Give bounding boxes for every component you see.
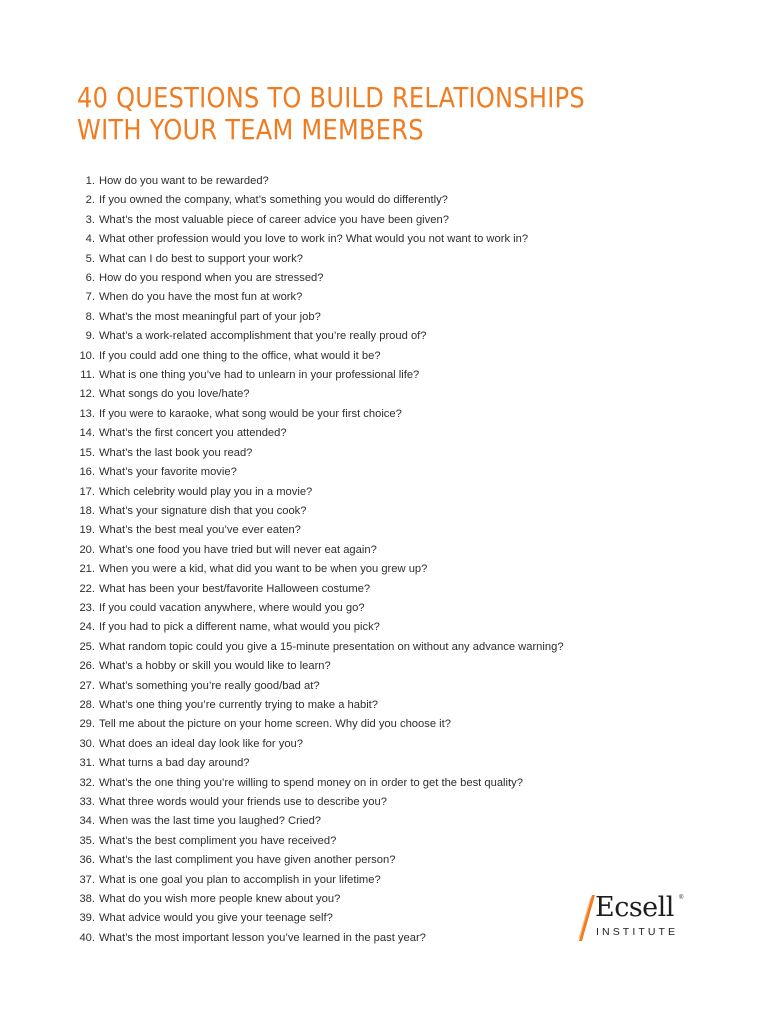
question-number: 31. xyxy=(79,757,95,770)
question-text: If you owned the company, what’s something you would do differently? xyxy=(99,194,448,207)
question-text: When was the last time you laughed? Cried? xyxy=(99,815,322,828)
question-item xyxy=(70,288,690,307)
question-text: If you could add one thing to the office, what would it be? xyxy=(99,349,381,362)
question-item xyxy=(70,851,690,870)
question-item xyxy=(70,230,690,249)
question-item xyxy=(70,871,690,890)
ecsell-institute-logo xyxy=(576,892,688,944)
question-text: What’s the one thing you’re willing to spend money on in order to get the best quality? xyxy=(99,776,523,789)
question-text: What songs do you love/hate? xyxy=(99,388,250,401)
question-text: What turns a bad day around? xyxy=(99,757,250,770)
question-item xyxy=(70,541,690,560)
question-number: 12. xyxy=(79,388,95,401)
question-text: What can I do best to support your work? xyxy=(99,252,303,265)
question-number: 30. xyxy=(79,737,95,750)
question-item xyxy=(70,327,690,346)
question-text: What’s the most meaningful part of your job? xyxy=(99,310,321,323)
question-item xyxy=(70,463,690,482)
question-item xyxy=(70,308,690,327)
question-text: What do you wish more people knew about you? xyxy=(99,893,341,906)
question-text: What three words would your friends use to describe you? xyxy=(99,796,387,808)
question-number: 10. xyxy=(79,349,95,362)
question-number: 16. xyxy=(79,466,95,479)
question-item xyxy=(70,502,690,521)
question-item xyxy=(70,521,690,540)
question-item xyxy=(70,754,690,773)
question-item xyxy=(70,715,690,734)
question-item xyxy=(70,832,690,851)
question-item xyxy=(70,657,690,676)
question-number: 18. xyxy=(79,504,95,517)
question-number: 35. xyxy=(79,834,95,847)
question-number: 20. xyxy=(79,543,95,556)
question-number: 39. xyxy=(79,912,95,925)
question-number: 9. xyxy=(85,330,95,343)
question-item xyxy=(70,638,690,657)
question-text: What is one thing you’ve had to unlearn in your professional life? xyxy=(99,369,420,382)
question-item xyxy=(70,696,690,715)
question-number: 19. xyxy=(79,524,95,537)
question-text: What does an ideal day look like for you? xyxy=(99,737,303,750)
question-text: What is one goal you plan to accomplish in your lifetime? xyxy=(99,873,381,886)
question-number: 7. xyxy=(85,291,95,304)
question-number: 23. xyxy=(79,601,95,614)
question-item xyxy=(70,793,690,812)
logo-wordmark: Ecsell xyxy=(595,892,674,923)
question-text: If you had to pick a different name, what would you pick? xyxy=(99,621,380,634)
question-text: What random topic could you give a 15-minute presentation on without any advance warning? xyxy=(99,640,564,653)
question-number: 2. xyxy=(85,194,95,207)
question-item xyxy=(70,560,690,579)
question-text: What’s the last book you read? xyxy=(99,446,253,459)
question-number: 27. xyxy=(79,679,95,692)
question-text: When do you have the most fun at work? xyxy=(99,291,303,304)
question-number: 32. xyxy=(79,776,95,789)
question-number: 25. xyxy=(79,640,95,653)
question-item xyxy=(70,385,690,404)
question-number: 17. xyxy=(79,485,95,498)
question-text: What’s a work-related accomplishment that you’re really proud of? xyxy=(99,330,427,343)
question-number: 24. xyxy=(79,621,95,634)
question-text: What has been your best/favorite Halloween costume? xyxy=(99,582,371,595)
question-item xyxy=(70,211,690,230)
question-item xyxy=(70,250,690,269)
question-number: 29. xyxy=(79,718,95,731)
question-number: 4. xyxy=(85,233,95,246)
question-number: 5. xyxy=(85,252,95,265)
question-item xyxy=(70,483,690,502)
question-number: 21. xyxy=(79,563,95,576)
question-item xyxy=(70,618,690,637)
question-text: What’s your signature dish that you cook? xyxy=(99,504,307,517)
question-text: What’s the best compliment you have received? xyxy=(99,834,337,847)
question-item xyxy=(70,347,690,366)
question-text: If you were to karaoke, what song would be your first choice? xyxy=(99,407,402,420)
question-text: What’s something you’re really good/bad at? xyxy=(99,679,320,692)
page-title-line-1: 40 QUESTIONS TO BUILD RELATIONSHIPS xyxy=(77,81,585,114)
page-title xyxy=(77,82,610,146)
question-number: 40. xyxy=(79,931,95,944)
question-number: 13. xyxy=(79,407,95,420)
question-text: What’s the most valuable piece of career advice you have been given? xyxy=(99,213,449,226)
question-item xyxy=(70,366,690,385)
question-number: 36. xyxy=(79,854,95,867)
question-number: 3. xyxy=(85,213,95,226)
question-text: What’s a hobby or skill you would like to learn? xyxy=(99,660,331,673)
question-text: How do you respond when you are stressed? xyxy=(99,272,324,285)
question-number: 26. xyxy=(79,660,95,673)
question-text: What’s the most important lesson you’ve learned in the past year? xyxy=(99,931,426,944)
question-text: Which celebrity would play you in a movie? xyxy=(99,485,313,498)
question-item xyxy=(70,599,690,618)
question-item xyxy=(70,405,690,424)
question-item xyxy=(70,735,690,754)
question-text: What advice would you give your teenage self? xyxy=(99,912,333,925)
question-text: If you could vacation anywhere, where would you go? xyxy=(99,601,365,614)
questions-list xyxy=(70,172,690,948)
question-number: 11. xyxy=(80,369,95,382)
question-text: Tell me about the picture on your home screen. Why did you choose it? xyxy=(99,718,451,731)
question-text: How do you want to be rewarded? xyxy=(99,175,269,187)
question-text: What’s the last compliment you have given another person? xyxy=(99,854,396,867)
page-title-line-2: WITH YOUR TEAM MEMBERS xyxy=(77,113,424,146)
question-item xyxy=(70,677,690,696)
question-number: 37. xyxy=(79,873,95,886)
question-number: 14. xyxy=(79,427,95,440)
question-item xyxy=(70,580,690,599)
question-number: 22. xyxy=(79,582,95,595)
question-text: What’s the first concert you attended? xyxy=(99,427,287,440)
question-text: What’s the best meal you’ve ever eaten? xyxy=(99,524,301,537)
logo-registered-mark: ® xyxy=(679,895,684,901)
question-item xyxy=(70,812,690,831)
logo-subtitle: INSTITUTE xyxy=(596,926,679,938)
question-number: 8. xyxy=(85,310,95,323)
question-number: 28. xyxy=(79,698,95,711)
question-number: 34. xyxy=(79,815,95,828)
question-text: What’s your favorite movie? xyxy=(99,466,237,479)
question-number: 38. xyxy=(79,893,95,906)
question-number: 6. xyxy=(85,272,95,285)
question-text: When you were a kid, what did you want to be when you grew up? xyxy=(99,563,428,576)
question-item xyxy=(70,269,690,288)
question-number: 15. xyxy=(79,446,95,459)
question-item xyxy=(70,774,690,793)
question-text: What’s one food you have tried but will never eat again? xyxy=(99,543,377,556)
question-item xyxy=(70,444,690,463)
question-item xyxy=(70,424,690,443)
question-text: What other profession would you love to work in? What would you not want to work in? xyxy=(99,233,529,246)
question-text: What’s one thing you’re currently trying to make a habit? xyxy=(99,698,379,711)
question-item xyxy=(70,172,690,191)
question-item xyxy=(70,191,690,210)
question-number: 33. xyxy=(79,796,95,808)
question-number: 1. xyxy=(85,175,95,187)
